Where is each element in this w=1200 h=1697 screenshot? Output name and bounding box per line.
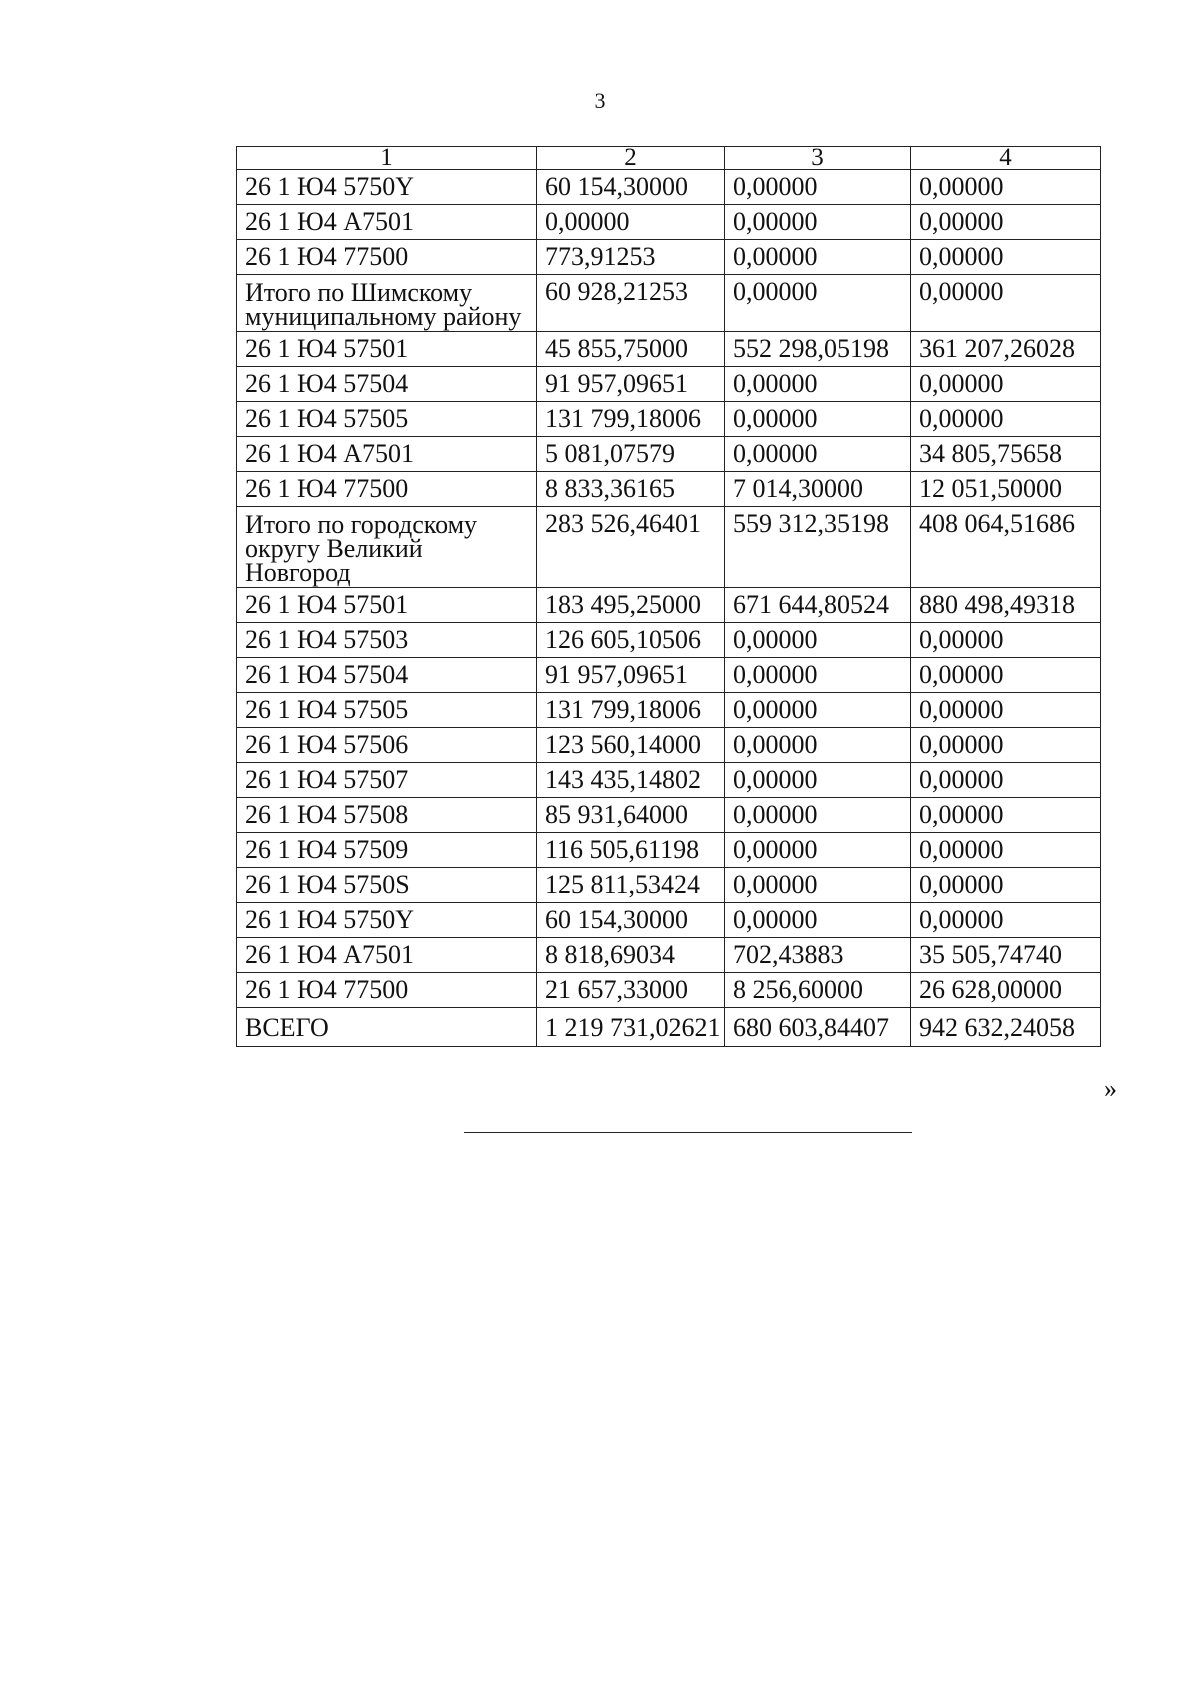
value-col3: 0,00000 (725, 170, 911, 205)
value-col4: 12 051,50000 (911, 472, 1101, 507)
value-col2: 91 957,09651 (537, 367, 725, 402)
column-header: 1 (237, 147, 537, 170)
value-col2: 60 928,21253 (537, 275, 725, 332)
value-col4: 0,00000 (911, 402, 1101, 437)
code-cell: 26 1 Ю4 57504 (237, 658, 537, 693)
value-col2: 60 154,30000 (537, 903, 725, 938)
table-row (237, 275, 1101, 332)
table-header-row (237, 147, 1101, 170)
code-cell: 26 1 Ю4 57509 (237, 833, 537, 868)
value-col4: 34 805,75658 (911, 437, 1101, 472)
code-cell: 26 1 Ю4 5750Y (237, 170, 537, 205)
value-col4: 880 498,49318 (911, 588, 1101, 623)
code-cell: 26 1 Ю4 57501 (237, 588, 537, 623)
table-row (237, 332, 1101, 367)
value-col3: 0,00000 (725, 868, 911, 903)
value-col4: 0,00000 (911, 658, 1101, 693)
subtotal-label: Итого по Шимскому муниципальному району (237, 275, 537, 332)
code-cell: 26 1 Ю4 А7501 (237, 437, 537, 472)
table-row (237, 693, 1101, 728)
budget-table (236, 146, 1101, 1047)
total-value-col3: 680 603,84407 (725, 1008, 911, 1047)
table-row (237, 833, 1101, 868)
value-col3: 0,00000 (725, 367, 911, 402)
code-cell: 26 1 Ю4 А7501 (237, 205, 537, 240)
value-col4: 361 207,26028 (911, 332, 1101, 367)
table-row (237, 658, 1101, 693)
value-col2: 126 605,10506 (537, 623, 725, 658)
value-col4: 0,00000 (911, 903, 1101, 938)
table-row (237, 763, 1101, 798)
value-col4: 0,00000 (911, 833, 1101, 868)
table-row (237, 240, 1101, 275)
value-col2: 143 435,14802 (537, 763, 725, 798)
code-cell: 26 1 Ю4 57501 (237, 332, 537, 367)
code-cell: 26 1 Ю4 5750Y (237, 903, 537, 938)
value-col3: 0,00000 (725, 798, 911, 833)
value-col2: 91 957,09651 (537, 658, 725, 693)
value-col4: 0,00000 (911, 367, 1101, 402)
value-col4: 0,00000 (911, 693, 1101, 728)
value-col4: 0,00000 (911, 798, 1101, 833)
code-cell: 26 1 Ю4 57504 (237, 367, 537, 402)
code-cell: 26 1 Ю4 57503 (237, 623, 537, 658)
table-row (237, 623, 1101, 658)
value-col3: 0,00000 (725, 240, 911, 275)
table-row (237, 973, 1101, 1008)
value-col4: 0,00000 (911, 763, 1101, 798)
column-header: 2 (537, 147, 725, 170)
table-row (237, 205, 1101, 240)
value-col3: 0,00000 (725, 763, 911, 798)
end-rule (464, 1132, 912, 1133)
table-row (237, 798, 1101, 833)
value-col4: 0,00000 (911, 868, 1101, 903)
table-row (237, 170, 1101, 205)
value-col3: 0,00000 (725, 903, 911, 938)
value-col2: 116 505,61198 (537, 833, 725, 868)
table-row (237, 903, 1101, 938)
value-col2: 5 081,07579 (537, 437, 725, 472)
value-col3: 559 312,35198 (725, 507, 911, 588)
value-col3: 0,00000 (725, 275, 911, 332)
total-label: ВСЕГО (237, 1008, 537, 1047)
table-row (237, 472, 1101, 507)
total-value-col2: 1 219 731,02621 (537, 1008, 725, 1047)
value-col4: 0,00000 (911, 205, 1101, 240)
table-row (237, 588, 1101, 623)
value-col2: 283 526,46401 (537, 507, 725, 588)
table-row (237, 728, 1101, 763)
value-col4: 35 505,74740 (911, 938, 1101, 973)
code-cell: 26 1 Ю4 77500 (237, 240, 537, 275)
value-col2: 8 833,36165 (537, 472, 725, 507)
value-col2: 773,91253 (537, 240, 725, 275)
closing-quote: » (1104, 1074, 1117, 1103)
value-col2: 131 799,18006 (537, 693, 725, 728)
value-col3: 671 644,80524 (725, 588, 911, 623)
value-col2: 0,00000 (537, 205, 725, 240)
value-col3: 0,00000 (725, 728, 911, 763)
value-col2: 45 855,75000 (537, 332, 725, 367)
value-col3: 702,43883 (725, 938, 911, 973)
value-col2: 85 931,64000 (537, 798, 725, 833)
code-cell: 26 1 Ю4 57506 (237, 728, 537, 763)
value-col2: 125 811,53424 (537, 868, 725, 903)
value-col3: 8 256,60000 (725, 973, 911, 1008)
value-col3: 552 298,05198 (725, 332, 911, 367)
value-col4: 408 064,51686 (911, 507, 1101, 588)
total-value-col4: 942 632,24058 (911, 1008, 1101, 1047)
value-col3: 7 014,30000 (725, 472, 911, 507)
code-cell: 26 1 Ю4 А7501 (237, 938, 537, 973)
column-header: 3 (725, 147, 911, 170)
code-cell: 26 1 Ю4 57505 (237, 693, 537, 728)
code-cell: 26 1 Ю4 5750S (237, 868, 537, 903)
total-row (237, 1008, 1101, 1047)
page-number: 3 (594, 88, 606, 113)
table-row (237, 402, 1101, 437)
code-cell: 26 1 Ю4 57505 (237, 402, 537, 437)
table-row (237, 507, 1101, 588)
value-col4: 0,00000 (911, 170, 1101, 205)
code-cell: 26 1 Ю4 57508 (237, 798, 537, 833)
value-col3: 0,00000 (725, 205, 911, 240)
code-cell: 26 1 Ю4 77500 (237, 973, 537, 1008)
value-col3: 0,00000 (725, 658, 911, 693)
value-col2: 60 154,30000 (537, 170, 725, 205)
value-col2: 8 818,69034 (537, 938, 725, 973)
table-row (237, 367, 1101, 402)
subtotal-label: Итого по городскому округу Великий Новгород (237, 507, 537, 588)
value-col3: 0,00000 (725, 402, 911, 437)
table-body (237, 170, 1101, 1008)
table-row (237, 437, 1101, 472)
code-cell: 26 1 Ю4 77500 (237, 472, 537, 507)
value-col3: 0,00000 (725, 693, 911, 728)
value-col4: 0,00000 (911, 728, 1101, 763)
value-col4: 26 628,00000 (911, 973, 1101, 1008)
value-col3: 0,00000 (725, 833, 911, 868)
value-col4: 0,00000 (911, 623, 1101, 658)
code-cell: 26 1 Ю4 57507 (237, 763, 537, 798)
value-col4: 0,00000 (911, 240, 1101, 275)
value-col2: 123 560,14000 (537, 728, 725, 763)
value-col2: 21 657,33000 (537, 973, 725, 1008)
value-col3: 0,00000 (725, 437, 911, 472)
value-col2: 131 799,18006 (537, 402, 725, 437)
table-row (237, 868, 1101, 903)
value-col4: 0,00000 (911, 275, 1101, 332)
value-col2: 183 495,25000 (537, 588, 725, 623)
column-header: 4 (911, 147, 1101, 170)
value-col3: 0,00000 (725, 623, 911, 658)
table-row (237, 938, 1101, 973)
